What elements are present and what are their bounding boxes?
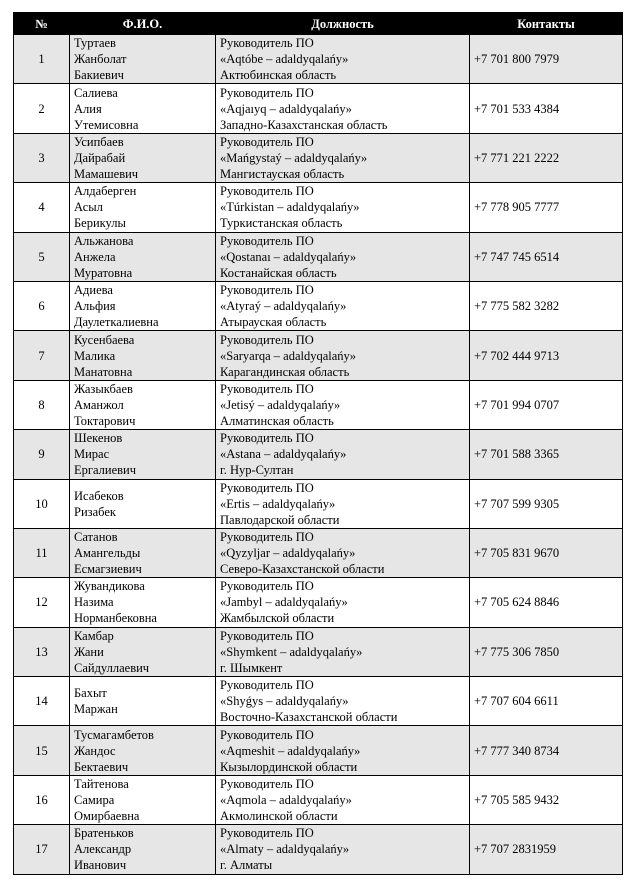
position-cell [216, 726, 470, 775]
position-cell [216, 677, 470, 726]
position-line: Руководитель ПО [220, 480, 314, 495]
row-number: 6 [14, 281, 70, 330]
position-line: «Astana – adaldyqalańy» [220, 447, 347, 462]
row-number: 4 [14, 183, 70, 232]
name-line: Тайтенова [74, 777, 129, 792]
name-line: Альжанова [74, 233, 134, 248]
name-line: Алдаберген [74, 184, 137, 199]
row-number: 1 [14, 35, 70, 84]
position-line: «Qyzyljar – adaldyqalańy» [220, 546, 356, 561]
table-row [14, 281, 623, 330]
name-line: Анжела [74, 249, 116, 264]
name-line: Бахыт [74, 686, 107, 701]
name-line: Даулеткалиевна [74, 315, 159, 330]
phone-number: +7 778 905 7777 [470, 183, 623, 232]
name-line: Алия [74, 101, 102, 116]
name-line: Муратовна [74, 265, 133, 280]
name-line: Дайрабай [74, 150, 126, 165]
position-line: г. Нур-Султан [220, 463, 294, 478]
person-name [70, 84, 216, 133]
position-line: «Atyraý – adaldyqalańy» [220, 299, 347, 314]
position-cell [216, 183, 470, 232]
position-line: Руководитель ПО [220, 628, 314, 643]
person-name [70, 183, 216, 232]
name-line: Амангельды [74, 546, 141, 561]
phone-number: +7 707 599 9305 [470, 479, 623, 528]
name-line: Адиева [74, 283, 113, 298]
position-line: «Mańgystaý – adaldyqalańy» [220, 150, 368, 165]
name-line: Камбар [74, 628, 114, 643]
position-line: Алматинская область [220, 413, 334, 428]
name-line: Жанболат [74, 52, 127, 67]
name-line: Жани [74, 644, 104, 659]
name-line: Бектаевич [74, 759, 129, 774]
name-line: Александр [74, 842, 132, 857]
position-line: «Qostanaı – adaldyqalańy» [220, 249, 357, 264]
phone-number: +7 747 745 6514 [470, 232, 623, 281]
position-line: «Jambyl – adaldyqalańy» [220, 595, 348, 610]
table-row [14, 726, 623, 775]
name-line: Аманжол [74, 397, 124, 412]
row-number: 2 [14, 84, 70, 133]
table-row [14, 430, 623, 479]
position-line: «Saryarqa – adaldyqalańy» [220, 348, 357, 363]
position-cell [216, 232, 470, 281]
row-number: 13 [14, 627, 70, 676]
person-name [70, 726, 216, 775]
position-line: Руководитель ПО [220, 727, 314, 742]
phone-number: +7 771 221 2222 [470, 133, 623, 182]
position-cell [216, 84, 470, 133]
table-row [14, 677, 623, 726]
person-name [70, 380, 216, 429]
name-line: Шекенов [74, 431, 123, 446]
row-number: 8 [14, 380, 70, 429]
position-line: Костанайская область [220, 265, 337, 280]
position-line: Руководитель ПО [220, 332, 314, 347]
name-line: Маржан [74, 702, 118, 717]
position-line: «Túrkistan – adaldyqalańy» [220, 200, 360, 215]
name-line: Жувандикова [74, 579, 145, 594]
position-cell [216, 479, 470, 528]
name-line: Тусмагамбетов [74, 727, 154, 742]
position-line: «Aqjaıyq – adaldyqalańy» [220, 101, 352, 116]
table-row [14, 528, 623, 577]
position-cell [216, 578, 470, 627]
position-cell [216, 775, 470, 824]
row-number: 7 [14, 331, 70, 380]
position-line: Руководитель ПО [220, 381, 314, 396]
name-line: Мамашевич [74, 166, 139, 181]
phone-number: +7 777 340 8734 [470, 726, 623, 775]
position-line: «Aqtóbe – adaldyqalańy» [220, 52, 349, 67]
phone-number: +7 701 800 7979 [470, 35, 623, 84]
position-cell [216, 825, 470, 874]
contacts-table [13, 12, 623, 875]
name-line: Токтарович [74, 413, 136, 428]
person-name [70, 775, 216, 824]
position-cell [216, 331, 470, 380]
row-number: 3 [14, 133, 70, 182]
person-name [70, 133, 216, 182]
position-cell [216, 528, 470, 577]
phone-number: +7 702 444 9713 [470, 331, 623, 380]
name-line: Есмагзиевич [74, 562, 142, 577]
position-line: «Jetisý – adaldyqalańy» [220, 397, 341, 412]
phone-number: +7 707 2831959 [470, 825, 623, 874]
name-line: Асыл [74, 200, 103, 215]
phone-number: +7 701 994 0707 [470, 380, 623, 429]
person-name [70, 232, 216, 281]
person-name [70, 528, 216, 577]
position-cell [216, 281, 470, 330]
row-number: 16 [14, 775, 70, 824]
header-position: Должность [216, 13, 470, 35]
name-line: Норманбековна [74, 611, 157, 626]
person-name [70, 825, 216, 874]
table-row [14, 825, 623, 874]
phone-number: +7 701 588 3365 [470, 430, 623, 479]
table-row [14, 84, 623, 133]
name-line: Утемисовна [74, 117, 139, 132]
position-line: Восточно-Казахстанской области [220, 710, 398, 725]
person-name [70, 430, 216, 479]
name-line: Бакиевич [74, 68, 124, 83]
position-line: Руководитель ПО [220, 826, 314, 841]
position-cell [216, 430, 470, 479]
position-line: Актюбинская область [220, 68, 337, 83]
position-line: Северо-Казахстанской области [220, 562, 385, 577]
person-name [70, 331, 216, 380]
position-line: «Shymkent – adaldyqalańy» [220, 644, 363, 659]
name-line: Малика [74, 348, 116, 363]
person-name [70, 677, 216, 726]
row-number: 9 [14, 430, 70, 479]
position-line: г. Шымкент [220, 660, 283, 675]
position-cell [216, 627, 470, 676]
name-line: Жазыкбаев [74, 381, 133, 396]
name-line: Берикулы [74, 216, 126, 231]
name-line: Иванович [74, 858, 127, 873]
position-cell [216, 133, 470, 182]
position-line: Туркистанская область [220, 216, 343, 231]
position-line: Акмолинской области [220, 809, 338, 824]
row-number: 14 [14, 677, 70, 726]
row-number: 17 [14, 825, 70, 874]
position-line: Руководитель ПО [220, 678, 314, 693]
header-contacts: Контакты [470, 13, 623, 35]
position-cell [216, 380, 470, 429]
table-body [14, 35, 623, 875]
position-line: Руководитель ПО [220, 431, 314, 446]
name-line: Омирбаевна [74, 809, 140, 824]
position-line: Павлодарской области [220, 512, 340, 527]
position-line: «Ertis – adaldyqalańy» [220, 496, 336, 511]
row-number: 5 [14, 232, 70, 281]
row-number: 10 [14, 479, 70, 528]
position-line: г. Алматы [220, 858, 273, 873]
name-line: Ризабек [74, 504, 116, 519]
table-row [14, 479, 623, 528]
table-row [14, 183, 623, 232]
position-line: «Almaty – adaldyqalańy» [220, 842, 350, 857]
phone-number: +7 705 585 9432 [470, 775, 623, 824]
person-name [70, 35, 216, 84]
name-line: Ергалиевич [74, 463, 137, 478]
table-header-row [14, 13, 623, 35]
phone-number: +7 705 624 8846 [470, 578, 623, 627]
name-line: Братеньков [74, 826, 134, 841]
person-name [70, 627, 216, 676]
position-line: Жамбылской области [220, 611, 335, 626]
name-line: Исабеков [74, 488, 124, 503]
header-name: Ф.И.О. [70, 13, 216, 35]
position-line: «Aqmeshit – adaldyqalańy» [220, 743, 361, 758]
name-line: Кусенбаева [74, 332, 135, 347]
position-line: Атырауская область [220, 315, 327, 330]
phone-number: +7 775 582 3282 [470, 281, 623, 330]
position-line: Руководитель ПО [220, 579, 314, 594]
table-row [14, 775, 623, 824]
name-line: Сатанов [74, 530, 118, 545]
name-line: Сайдуллаевич [74, 660, 150, 675]
phone-number: +7 775 306 7850 [470, 627, 623, 676]
name-line: Салиева [74, 85, 118, 100]
position-line: Руководитель ПО [220, 85, 314, 100]
person-name [70, 578, 216, 627]
person-name [70, 479, 216, 528]
name-line: Туртаев [74, 36, 116, 51]
position-line: Кызылординской области [220, 759, 358, 774]
table-row [14, 133, 623, 182]
header-number: № [14, 13, 70, 35]
table-row [14, 380, 623, 429]
position-line: Руководитель ПО [220, 233, 314, 248]
row-number: 12 [14, 578, 70, 627]
position-line: Западно-Казахстанская область [220, 117, 388, 132]
name-line: Манатовна [74, 364, 133, 379]
table-row [14, 627, 623, 676]
row-number: 11 [14, 528, 70, 577]
table-row [14, 232, 623, 281]
table-row [14, 331, 623, 380]
name-line: Мирас [74, 447, 110, 462]
table-row [14, 35, 623, 84]
position-line: Руководитель ПО [220, 283, 314, 298]
phone-number: +7 705 831 9670 [470, 528, 623, 577]
table-row [14, 578, 623, 627]
position-line: «Aqmola – adaldyqalańy» [220, 793, 352, 808]
phone-number: +7 707 604 6611 [470, 677, 623, 726]
position-line: Карагандинская область [220, 364, 350, 379]
position-cell [216, 35, 470, 84]
name-line: Жандос [74, 743, 116, 758]
row-number: 15 [14, 726, 70, 775]
position-line: Руководитель ПО [220, 530, 314, 545]
name-line: Альфия [74, 299, 116, 314]
phone-number: +7 701 533 4384 [470, 84, 623, 133]
name-line: Назима [74, 595, 114, 610]
name-line: Усипбаев [74, 134, 124, 149]
position-line: Руководитель ПО [220, 184, 314, 199]
position-line: Руководитель ПО [220, 36, 314, 51]
position-line: «Shyǵys – adaldyqalańy» [220, 694, 349, 709]
person-name [70, 281, 216, 330]
name-line: Самира [74, 793, 115, 808]
position-line: Руководитель ПО [220, 777, 314, 792]
position-line: Руководитель ПО [220, 134, 314, 149]
position-line: Мангистауская область [220, 166, 345, 181]
